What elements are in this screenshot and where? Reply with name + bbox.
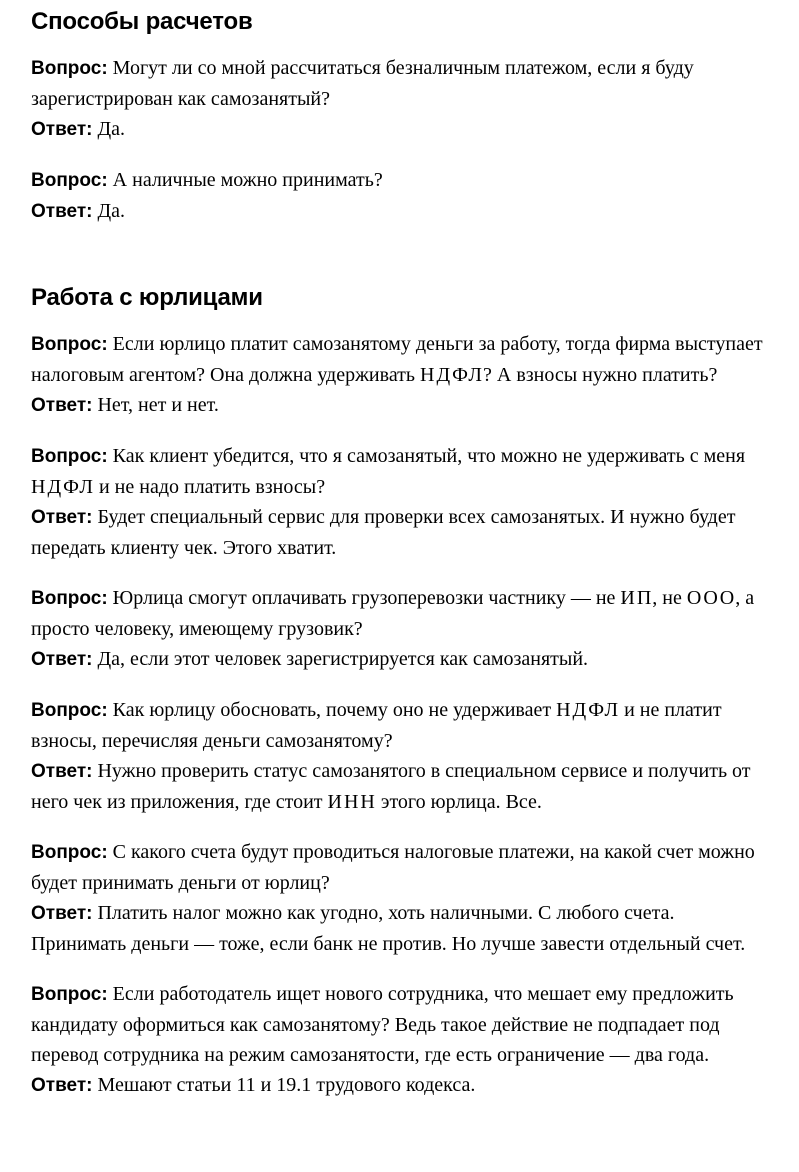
faq-section-2 bbox=[31, 281, 769, 1101]
question-paragraph bbox=[31, 165, 769, 196]
question-label: Вопрос: bbox=[31, 334, 108, 355]
question-paragraph bbox=[31, 695, 769, 756]
answer-paragraph bbox=[31, 196, 769, 227]
answer-text: Нужно проверить статус самозанятого в специальном сервисе и получить от него чек из приложения, где стоит ИНН этого юрлица. Все. bbox=[31, 760, 751, 813]
question-text: Могут ли со мной рассчитаться безналичным платежом, если я буду зарегистрирован как самозанятый? bbox=[31, 57, 694, 110]
answer-label: Ответ: bbox=[31, 119, 93, 140]
question-text: Если работодатель ищет нового сотрудника, что мешает ему предложить кандидату оформиться как самозанятому? Ведь такое действие не подпадает под перевод сотрудника на режим самозанятости, где есть ограничение — два года. bbox=[31, 983, 734, 1066]
answer-paragraph bbox=[31, 898, 769, 959]
answer-label: Ответ: bbox=[31, 1075, 93, 1096]
question-label: Вопрос: bbox=[31, 58, 108, 79]
qa-block bbox=[31, 979, 769, 1101]
qa-block bbox=[31, 441, 769, 563]
faq-section-1 bbox=[31, 5, 769, 227]
answer-label: Ответ: bbox=[31, 761, 93, 782]
question-text: А наличные можно принимать? bbox=[112, 169, 383, 191]
abbreviation: ООО bbox=[686, 587, 737, 609]
answer-text: Да, если этот человек зарегистрируется как самозанятый. bbox=[97, 648, 589, 670]
answer-label: Ответ: bbox=[31, 903, 93, 924]
question-label: Вопрос: bbox=[31, 984, 108, 1005]
question-label: Вопрос: bbox=[31, 842, 108, 863]
question-paragraph bbox=[31, 53, 769, 114]
answer-text: Мешают статьи 11 и 19.1 трудового кодекса. bbox=[97, 1074, 476, 1096]
answer-text: Платить налог можно как угодно, хоть наличными. С любого счета. Принимать деньги — тоже, если банк не против. Но лучше завести отдельный счет. bbox=[31, 902, 746, 955]
qa-block bbox=[31, 695, 769, 817]
question-paragraph bbox=[31, 441, 769, 502]
question-label: Вопрос: bbox=[31, 170, 108, 191]
answer-paragraph bbox=[31, 644, 769, 675]
answer-paragraph bbox=[31, 502, 769, 563]
question-paragraph bbox=[31, 329, 769, 390]
question-label: Вопрос: bbox=[31, 588, 108, 609]
qa-block bbox=[31, 329, 769, 421]
question-text: Юрлица смогут оплачивать грузоперевозки частнику — не ИП, не ООО, а просто человеку, имеющему грузовик? bbox=[31, 587, 755, 640]
abbreviation: ИП bbox=[620, 587, 654, 609]
qa-block bbox=[31, 165, 769, 227]
answer-label: Ответ: bbox=[31, 201, 93, 222]
answer-text: Да. bbox=[97, 200, 125, 222]
question-label: Вопрос: bbox=[31, 446, 108, 467]
qa-block bbox=[31, 53, 769, 145]
answer-paragraph bbox=[31, 114, 769, 145]
qa-block bbox=[31, 583, 769, 675]
abbreviation: ИНН bbox=[327, 791, 377, 813]
question-text: Как клиент убедится, что я самозанятый, что можно не удерживать с меня НДФЛ и не надо платить взносы? bbox=[31, 445, 746, 498]
answer-label: Ответ: bbox=[31, 649, 93, 670]
question-label: Вопрос: bbox=[31, 700, 108, 721]
question-text: Как юрлицу обосновать, почему оно не удерживает НДФЛ и не платит взносы, перечисляя деньги самозанятому? bbox=[31, 699, 722, 752]
answer-label: Ответ: bbox=[31, 395, 93, 416]
answer-text: Будет специальный сервис для проверки всех самозанятых. И нужно будет передать клиенту чек. Этого хватит. bbox=[31, 506, 736, 559]
abbreviation: НДФЛ bbox=[556, 699, 621, 721]
section-heading: Способы расчетов bbox=[31, 8, 253, 35]
abbreviation: НДФЛ bbox=[420, 364, 484, 386]
answer-label: Ответ: bbox=[31, 507, 93, 528]
answer-paragraph bbox=[31, 390, 769, 421]
question-text: Если юрлицо платит самозанятому деньги за работу, тогда фирма выступает налоговым агентом? Она должна удерживать НДФЛ? А взносы нужно платить? bbox=[31, 333, 763, 386]
answer-paragraph bbox=[31, 1070, 769, 1101]
answer-text: Нет, нет и нет. bbox=[97, 394, 219, 416]
question-paragraph bbox=[31, 979, 769, 1070]
answer-text: Да. bbox=[97, 118, 125, 140]
question-paragraph bbox=[31, 583, 769, 644]
answer-paragraph bbox=[31, 756, 769, 817]
question-paragraph bbox=[31, 837, 769, 898]
abbreviation: НДФЛ bbox=[31, 476, 95, 498]
question-text: С какого счета будут проводиться налоговые платежи, на какой счет можно будет принимать деньги от юрлиц? bbox=[31, 841, 755, 894]
section-heading: Работа с юрлицами bbox=[31, 284, 263, 311]
qa-block bbox=[31, 837, 769, 959]
